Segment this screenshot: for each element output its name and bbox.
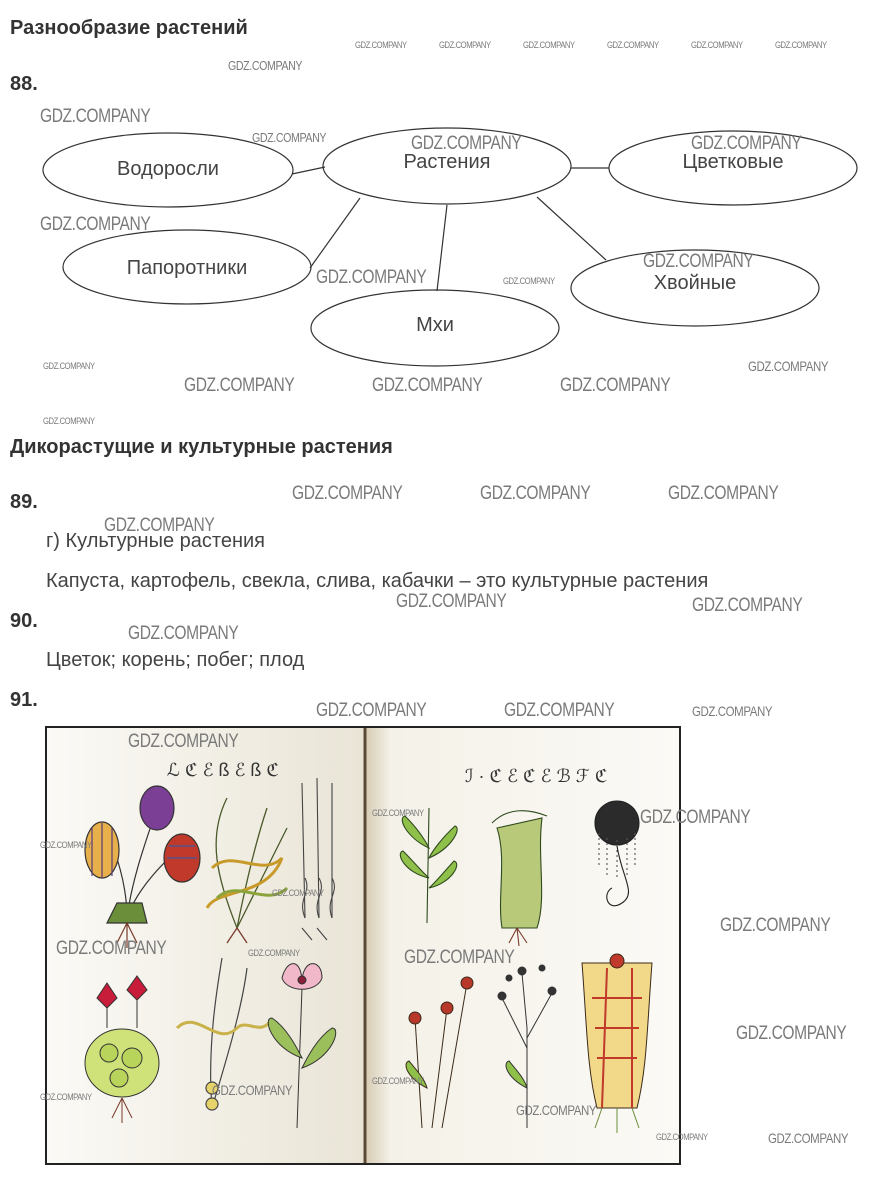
watermark-text: GDZ.COMPANY — [372, 1076, 424, 1086]
watermark-text: GDZ.COMPANY — [40, 1092, 92, 1102]
watermark-text: GDZ.COMPANY — [316, 267, 427, 288]
section-title-wild-cultivated: Дикорастущие и культурные растения — [10, 436, 393, 458]
watermark-text: GDZ.COMPANY — [272, 888, 324, 898]
left-page-caption: ℒ ℭ ℰ ß ℰ ß ℭ — [167, 760, 280, 780]
watermark-text: GDZ.COMPANY — [56, 938, 167, 959]
node-conifers: Хвойные — [653, 272, 737, 294]
watermark-text: GDZ.COMPANY — [372, 808, 424, 818]
watermark-text: GDZ.COMPANY — [643, 251, 754, 272]
watermark-text: GDZ.COMPANY — [720, 915, 831, 936]
node-algae: Водоросли — [117, 158, 219, 180]
watermark-text: GDZ.COMPANY — [396, 591, 507, 612]
watermark-text: GDZ.COMPANY — [691, 40, 743, 50]
task-89-text: Капуста, картофель, свекла, слива, кабачки – это культурные растения — [46, 570, 709, 592]
watermark-text: GDZ.COMPANY — [43, 361, 95, 371]
watermark-text: GDZ.COMPANY — [768, 1130, 849, 1146]
watermark-text: GDZ.COMPANY — [252, 130, 327, 145]
watermark-text: GDZ.COMPANY — [184, 375, 295, 396]
watermark-text: GDZ.COMPANY — [560, 375, 671, 396]
watermark-text: GDZ.COMPANY — [411, 133, 522, 154]
node-flowering: Цветковые — [682, 151, 784, 173]
task-88-number: 88. — [10, 73, 38, 95]
watermark-text: GDZ.COMPANY — [128, 731, 239, 752]
task-90-text: Цветок; корень; побег; плод — [46, 649, 305, 671]
watermark-text: GDZ.COMPANY — [656, 1132, 708, 1142]
watermark-text: GDZ.COMPANY — [480, 483, 591, 504]
task-89-answer: г) Культурные растения — [46, 530, 265, 552]
watermark-text: GDZ.COMPANY — [439, 40, 491, 50]
watermark-text: GDZ.COMPANY — [248, 948, 300, 958]
watermark-text: GDZ.COMPANY — [128, 623, 239, 644]
node-mosses: Мхи — [416, 314, 454, 336]
watermark-text: GDZ.COMPANY — [104, 515, 215, 536]
watermark-text: GDZ.COMPANY — [40, 106, 151, 127]
watermark-text: GDZ.COMPANY — [503, 276, 555, 286]
watermark-text: GDZ.COMPANY — [748, 358, 829, 374]
task-91-number: 91. — [10, 689, 38, 711]
watermark-text: GDZ.COMPANY — [736, 1023, 847, 1044]
watermark-text: GDZ.COMPANY — [668, 483, 779, 504]
watermark-text: GDZ.COMPANY — [316, 700, 427, 721]
watermark-text: GDZ.COMPANY — [40, 840, 92, 850]
watermark-text: GDZ.COMPANY — [228, 58, 303, 73]
watermark-text: GDZ.COMPANY — [40, 214, 151, 235]
watermark-text: GDZ.COMPANY — [504, 700, 615, 721]
task-89-number: 89. — [10, 491, 38, 513]
node-ferns: Папоротники — [126, 257, 248, 279]
watermark-text: GDZ.COMPANY — [212, 1082, 293, 1098]
watermark-text: GDZ.COMPANY — [692, 595, 803, 616]
section-title-diversity: Разнообразие растений — [10, 17, 248, 39]
watermark-text: GDZ.COMPANY — [43, 416, 95, 426]
node-plants: Растения — [403, 151, 491, 173]
watermark-text: GDZ.COMPANY — [516, 1102, 597, 1118]
watermark-text: GDZ.COMPANY — [523, 40, 575, 50]
watermark-text: GDZ.COMPANY — [404, 947, 515, 968]
right-page-caption: ℐ · ℭ ℰ ℭ ℰ ℬ ℱ ℭ — [465, 766, 608, 786]
watermark-text: GDZ.COMPANY — [775, 40, 827, 50]
watermark-text: GDZ.COMPANY — [292, 483, 403, 504]
watermark-text: GDZ.COMPANY — [640, 807, 751, 828]
task-90-number: 90. — [10, 610, 38, 632]
watermark-text: GDZ.COMPANY — [372, 375, 483, 396]
watermark-text: GDZ.COMPANY — [355, 40, 407, 50]
watermark-text: GDZ.COMPANY — [692, 703, 773, 719]
watermark-text: GDZ.COMPANY — [607, 40, 659, 50]
watermark-text: GDZ.COMPANY — [691, 133, 802, 154]
